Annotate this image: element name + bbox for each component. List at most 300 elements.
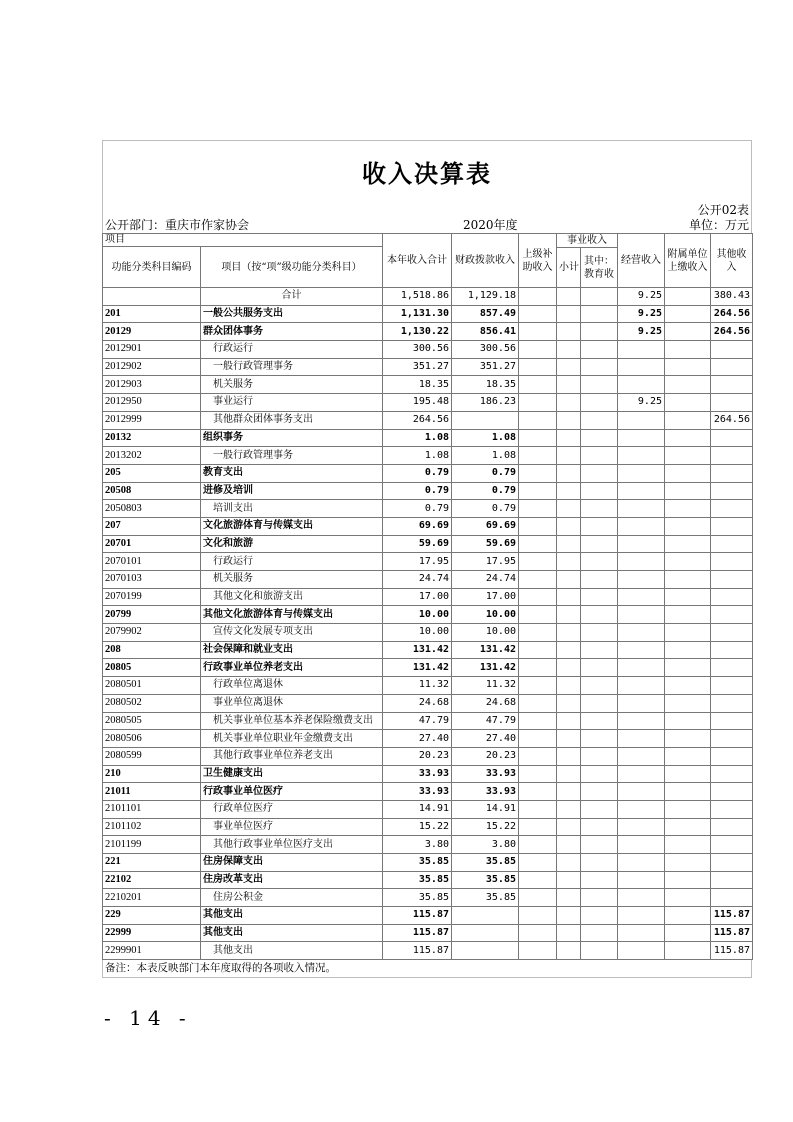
row-affiliated: [665, 305, 711, 323]
table-row: [103, 606, 753, 624]
row-affiliated: [665, 535, 711, 553]
row-name-cell: [201, 836, 383, 854]
row-subtotal: [557, 677, 581, 695]
row-operating: [618, 553, 665, 571]
row-total: 15.22: [383, 818, 452, 836]
row-name: 社会保障和就业支出: [203, 644, 293, 656]
row-total: 33.93: [383, 765, 452, 783]
row-fiscal: 24.74: [452, 571, 519, 589]
row-edu: [581, 553, 618, 571]
table-row: [103, 659, 753, 677]
row-other: 264.56: [711, 411, 753, 429]
row-superior: [519, 535, 557, 553]
row-affiliated: [665, 907, 711, 925]
row-code: 2012903: [103, 376, 201, 394]
row-edu: [581, 907, 618, 925]
row-subtotal: [557, 907, 581, 925]
table-row: [103, 624, 753, 642]
row-other: [711, 394, 753, 412]
row-total: 35.85: [383, 871, 452, 889]
row-fiscal: 11.32: [452, 677, 519, 695]
row-subtotal: [557, 889, 581, 907]
row-code: 20701: [103, 535, 201, 553]
row-affiliated: [665, 924, 711, 942]
row-name: 机关事业单位基本养老保险缴费支出: [213, 714, 373, 726]
row-name-cell: [201, 535, 383, 553]
row-affiliated: [665, 783, 711, 801]
row-superior: [519, 800, 557, 818]
row-operating: [618, 606, 665, 624]
row-name-cell: [201, 659, 383, 677]
row-affiliated: [665, 659, 711, 677]
row-edu: [581, 871, 618, 889]
row-edu: [581, 341, 618, 359]
table-row: [103, 323, 753, 341]
row-name-cell: [201, 411, 383, 429]
row-affiliated: [665, 854, 711, 872]
unit-label: 单位：万元: [688, 218, 749, 232]
table-row: [103, 588, 753, 606]
row-other: [711, 836, 753, 854]
table-row: [103, 500, 753, 518]
row-name-cell: [201, 783, 383, 801]
row-edu: [581, 606, 618, 624]
row-total: 131.42: [383, 641, 452, 659]
table-row: [103, 288, 753, 306]
row-name: 宣传文化发展专项支出: [213, 626, 313, 638]
row-operating: [618, 942, 665, 960]
row-name-cell: [201, 942, 383, 960]
income-statement-sheet: [102, 140, 752, 978]
row-name: 组织事务: [203, 431, 243, 443]
row-name: 一般公共服务支出: [203, 308, 283, 320]
row-name-cell: [201, 624, 383, 642]
row-operating: 9.25: [618, 288, 665, 306]
row-other: [711, 783, 753, 801]
row-operating: [618, 447, 665, 465]
row-total: 1.08: [383, 429, 452, 447]
row-name: 事业单位医疗: [213, 820, 273, 832]
row-operating: [618, 871, 665, 889]
row-code: 2070101: [103, 553, 201, 571]
row-operating: [618, 624, 665, 642]
row-code: 2050803: [103, 500, 201, 518]
row-superior: [519, 924, 557, 942]
header-func-code: 功能分类科目编码: [103, 247, 201, 288]
row-edu: [581, 641, 618, 659]
row-total: 17.95: [383, 553, 452, 571]
row-affiliated: [665, 394, 711, 412]
row-other: [711, 800, 753, 818]
row-affiliated: [665, 358, 711, 376]
row-total: 0.79: [383, 482, 452, 500]
row-operating: [618, 358, 665, 376]
row-fiscal: 3.80: [452, 836, 519, 854]
row-other: [711, 358, 753, 376]
row-affiliated: [665, 517, 711, 535]
row-code: 2079902: [103, 624, 201, 642]
header-business: 事业收入: [557, 234, 618, 248]
table-row: [103, 358, 753, 376]
row-subtotal: [557, 641, 581, 659]
row-fiscal: 35.85: [452, 871, 519, 889]
table-row: [103, 341, 753, 359]
row-edu: [581, 571, 618, 589]
row-edu: [581, 942, 618, 960]
table-row: [103, 411, 753, 429]
row-edu: [581, 394, 618, 412]
row-code: 2101199: [103, 836, 201, 854]
row-name-cell: [201, 341, 383, 359]
row-name-cell: [201, 358, 383, 376]
row-fiscal: 59.69: [452, 535, 519, 553]
row-code: 2101101: [103, 800, 201, 818]
row-affiliated: [665, 747, 711, 765]
row-other: [711, 341, 753, 359]
row-fiscal: 20.23: [452, 747, 519, 765]
row-other: [711, 447, 753, 465]
row-superior: [519, 889, 557, 907]
row-subtotal: [557, 571, 581, 589]
row-subtotal: [557, 712, 581, 730]
table-row: [103, 429, 753, 447]
row-name: 合计: [281, 290, 302, 302]
table-row: [103, 305, 753, 323]
row-edu: [581, 730, 618, 748]
row-edu: [581, 677, 618, 695]
row-name: 其他支出: [203, 927, 243, 939]
row-name-cell: [201, 871, 383, 889]
row-affiliated: [665, 288, 711, 306]
table-code: 公开02表: [102, 202, 752, 218]
row-operating: [618, 588, 665, 606]
row-code: 2070199: [103, 588, 201, 606]
table-row: [103, 482, 753, 500]
table-row: [103, 800, 753, 818]
row-superior: [519, 588, 557, 606]
row-edu: [581, 482, 618, 500]
row-superior: [519, 464, 557, 482]
row-total: 264.56: [383, 411, 452, 429]
row-affiliated: [665, 871, 711, 889]
row-total: 24.68: [383, 694, 452, 712]
header-fiscal: 财政拨款收入: [452, 234, 519, 288]
row-edu: [581, 500, 618, 518]
row-name-cell: [201, 694, 383, 712]
row-operating: [618, 783, 665, 801]
row-operating: 9.25: [618, 305, 665, 323]
row-name-cell: [201, 323, 383, 341]
row-other: 115.87: [711, 942, 753, 960]
row-other: [711, 517, 753, 535]
row-superior: [519, 517, 557, 535]
row-other: [711, 571, 753, 589]
row-name-cell: [201, 500, 383, 518]
page-title: 收入决算表: [362, 160, 492, 188]
row-subtotal: [557, 305, 581, 323]
row-total: 35.85: [383, 854, 452, 872]
row-operating: [618, 411, 665, 429]
row-fiscal: 131.42: [452, 659, 519, 677]
row-edu: [581, 659, 618, 677]
row-affiliated: [665, 571, 711, 589]
table-header: [103, 234, 753, 288]
row-affiliated: [665, 818, 711, 836]
row-subtotal: [557, 659, 581, 677]
row-total: 10.00: [383, 606, 452, 624]
row-other: [711, 606, 753, 624]
row-name: 住房保障支出: [203, 856, 263, 868]
row-affiliated: [665, 500, 711, 518]
row-other: [711, 464, 753, 482]
row-name-cell: [201, 712, 383, 730]
row-fiscal: [452, 942, 519, 960]
row-other: 115.87: [711, 907, 753, 925]
row-name-cell: [201, 730, 383, 748]
row-total: 351.27: [383, 358, 452, 376]
row-edu: [581, 376, 618, 394]
row-operating: [618, 429, 665, 447]
row-superior: [519, 871, 557, 889]
row-code: 2013202: [103, 447, 201, 465]
row-subtotal: [557, 411, 581, 429]
row-operating: [618, 854, 665, 872]
row-other: 264.56: [711, 305, 753, 323]
row-code: 21011: [103, 783, 201, 801]
row-affiliated: [665, 836, 711, 854]
table-row: [103, 376, 753, 394]
row-code: 2080502: [103, 694, 201, 712]
row-subtotal: [557, 836, 581, 854]
row-superior: [519, 730, 557, 748]
row-superior: [519, 482, 557, 500]
row-code: 229: [103, 907, 201, 925]
row-edu: [581, 712, 618, 730]
row-name: 文化和旅游: [203, 537, 253, 549]
row-superior: [519, 836, 557, 854]
row-total: 300.56: [383, 341, 452, 359]
row-subtotal: [557, 517, 581, 535]
table-row: [103, 553, 753, 571]
row-edu: [581, 836, 618, 854]
row-affiliated: [665, 641, 711, 659]
row-fiscal: 0.79: [452, 500, 519, 518]
row-fiscal: 857.49: [452, 305, 519, 323]
row-other: 115.87: [711, 924, 753, 942]
row-name: 住房改革支出: [203, 874, 263, 886]
row-operating: [618, 482, 665, 500]
row-other: [711, 871, 753, 889]
row-name: 机关服务: [213, 573, 253, 585]
row-name-cell: [201, 447, 383, 465]
row-total: 115.87: [383, 942, 452, 960]
table-row: [103, 571, 753, 589]
row-edu: [581, 464, 618, 482]
row-operating: [618, 535, 665, 553]
row-operating: [618, 659, 665, 677]
row-total: 24.74: [383, 571, 452, 589]
row-superior: [519, 624, 557, 642]
row-code: 2080505: [103, 712, 201, 730]
row-name: 事业单位离退休: [213, 697, 283, 709]
row-total: 17.00: [383, 588, 452, 606]
row-code: 205: [103, 464, 201, 482]
row-fiscal: 33.93: [452, 783, 519, 801]
row-name: 行政事业单位医疗: [203, 785, 283, 797]
row-code: 22102: [103, 871, 201, 889]
row-subtotal: [557, 800, 581, 818]
row-edu: [581, 588, 618, 606]
row-code: 20129: [103, 323, 201, 341]
row-subtotal: [557, 783, 581, 801]
row-edu: [581, 765, 618, 783]
row-operating: [618, 712, 665, 730]
table-body: [103, 288, 753, 960]
row-superior: [519, 553, 557, 571]
row-superior: [519, 854, 557, 872]
row-operating: [618, 818, 665, 836]
row-name: 其他支出: [213, 944, 253, 956]
row-other: [711, 765, 753, 783]
row-code: 2080506: [103, 730, 201, 748]
row-name-cell: [201, 288, 383, 306]
header-other: 其他收入: [711, 234, 753, 288]
row-fiscal: 1,129.18: [452, 288, 519, 306]
header-total-income: 本年收入合计: [383, 234, 452, 288]
row-operating: [618, 924, 665, 942]
row-name: 教育支出: [203, 467, 243, 479]
row-edu: [581, 535, 618, 553]
row-name-cell: [201, 606, 383, 624]
table-row: [103, 818, 753, 836]
row-fiscal: 47.79: [452, 712, 519, 730]
row-affiliated: [665, 376, 711, 394]
row-total: 1,518.86: [383, 288, 452, 306]
row-name: 其他行政事业单位医疗支出: [213, 838, 333, 850]
department-label: 公开部门：重庆市作家协会: [105, 218, 250, 232]
row-name: 一般行政管理事务: [213, 449, 293, 461]
row-code: 208: [103, 641, 201, 659]
table-row: [103, 871, 753, 889]
row-name-cell: [201, 677, 383, 695]
row-affiliated: [665, 341, 711, 359]
row-fiscal: 27.40: [452, 730, 519, 748]
header-subtotal: 小计: [557, 248, 581, 288]
row-name-cell: [201, 924, 383, 942]
row-total: 0.79: [383, 464, 452, 482]
row-name-cell: [201, 376, 383, 394]
row-code: 2070103: [103, 571, 201, 589]
meta-row: [102, 218, 752, 233]
row-fiscal: 69.69: [452, 517, 519, 535]
row-subtotal: [557, 606, 581, 624]
row-other: [711, 429, 753, 447]
row-other: [711, 659, 753, 677]
row-operating: 9.25: [618, 323, 665, 341]
row-other: [711, 854, 753, 872]
row-other: [711, 482, 753, 500]
row-total: 10.00: [383, 624, 452, 642]
row-code: 207: [103, 517, 201, 535]
row-code: 221: [103, 854, 201, 872]
row-subtotal: [557, 588, 581, 606]
row-superior: [519, 677, 557, 695]
row-edu: [581, 517, 618, 535]
row-name-cell: [201, 854, 383, 872]
row-fiscal: 0.79: [452, 464, 519, 482]
row-name-cell: [201, 571, 383, 589]
row-edu: [581, 447, 618, 465]
row-name: 文化旅游体育与传媒支出: [203, 520, 313, 532]
row-code: 2080599: [103, 747, 201, 765]
row-name-cell: [201, 517, 383, 535]
row-edu: [581, 358, 618, 376]
header-operating: 经营收入: [618, 234, 665, 288]
row-subtotal: [557, 871, 581, 889]
table-row: [103, 712, 753, 730]
row-code: 2299901: [103, 942, 201, 960]
row-subtotal: [557, 394, 581, 412]
row-affiliated: [665, 606, 711, 624]
row-operating: [618, 889, 665, 907]
row-name: 住房公积金: [213, 891, 263, 903]
income-table: [102, 233, 753, 960]
row-subtotal: [557, 730, 581, 748]
row-operating: [618, 765, 665, 783]
row-superior: [519, 606, 557, 624]
row-total: 33.93: [383, 783, 452, 801]
row-superior: [519, 765, 557, 783]
row-name-cell: [201, 889, 383, 907]
year-label: 2020年度: [463, 218, 518, 232]
row-subtotal: [557, 854, 581, 872]
table-row: [103, 907, 753, 925]
row-name: 行政运行: [213, 343, 253, 355]
row-edu: [581, 323, 618, 341]
row-affiliated: [665, 730, 711, 748]
row-name-cell: [201, 482, 383, 500]
row-superior: [519, 818, 557, 836]
row-total: 131.42: [383, 659, 452, 677]
row-name-cell: [201, 765, 383, 783]
row-name: 卫生健康支出: [203, 767, 263, 779]
row-subtotal: [557, 500, 581, 518]
row-name-cell: [201, 588, 383, 606]
row-total: 11.32: [383, 677, 452, 695]
row-edu: [581, 854, 618, 872]
row-code: 20799: [103, 606, 201, 624]
table-row: [103, 677, 753, 695]
row-fiscal: 1.08: [452, 447, 519, 465]
row-other: [711, 730, 753, 748]
table-row: [103, 747, 753, 765]
row-superior: [519, 358, 557, 376]
row-operating: [618, 836, 665, 854]
row-edu: [581, 783, 618, 801]
row-other: [711, 641, 753, 659]
row-code: 2210201: [103, 889, 201, 907]
row-operating: [618, 376, 665, 394]
table-row: [103, 730, 753, 748]
row-edu: [581, 694, 618, 712]
row-fiscal: 10.00: [452, 606, 519, 624]
row-edu: [581, 429, 618, 447]
row-superior: [519, 376, 557, 394]
row-subtotal: [557, 482, 581, 500]
row-operating: [618, 800, 665, 818]
row-fiscal: 131.42: [452, 641, 519, 659]
row-total: 47.79: [383, 712, 452, 730]
